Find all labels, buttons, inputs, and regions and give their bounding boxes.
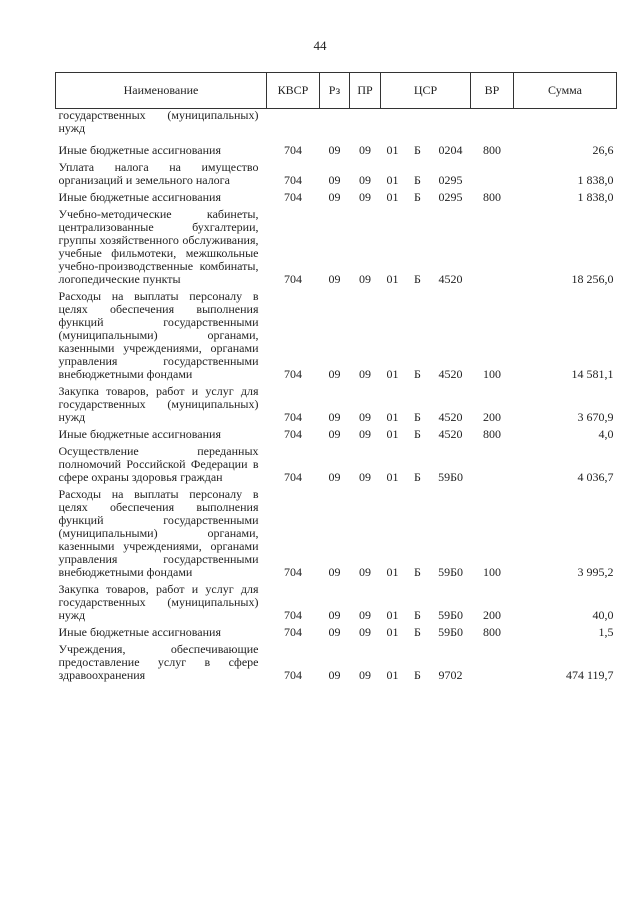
cell-name: Иные бюджетные ассигнования (58, 427, 221, 441)
cell-name: Закупка товаров, работ и услуг для государственных (муниципальных) нужд (58, 384, 259, 424)
cell-name: Учебно-методические кабинеты, централизованные бухгалтерии, группы хозяйственного обслуживания, учебные фильмотеки, межшкольные учебно-производственные комбинаты, логопедические пункты (58, 207, 259, 286)
cell-name: Осуществление переданных полномочий Российской Федерации в сфере охраны здоровья граждан (58, 444, 259, 484)
cell-csr-program: 01 (386, 668, 399, 682)
cell-csr-program: 01 (386, 173, 399, 187)
cell-rz: 09 (328, 625, 341, 639)
table-row (56, 626, 617, 643)
cell-csr-subprogram: Б (414, 367, 421, 381)
cell-sum: 3 670,9 (577, 410, 614, 424)
cell-sum: 26,6 (592, 143, 614, 157)
cell-csr-subprogram: Б (414, 668, 421, 682)
cell-csr-subprogram: Б (414, 625, 421, 639)
cell-csr-subprogram: Б (414, 608, 421, 622)
cell-kvsr: 704 (284, 668, 302, 682)
table-row (56, 488, 617, 583)
cell-rz: 09 (328, 565, 341, 579)
cell-rz: 09 (328, 470, 341, 484)
cell-rz: 09 (328, 410, 341, 424)
header-name: Наименование (56, 73, 267, 109)
cell-csr-program: 01 (386, 367, 399, 381)
budget-table (55, 72, 617, 686)
cell-sum: 1 838,0 (577, 173, 614, 187)
cell-rz: 09 (328, 143, 341, 157)
cell-kvsr: 704 (284, 367, 302, 381)
cell-vr: 800 (483, 625, 502, 639)
cell-vr (471, 109, 514, 145)
cell-pr: 09 (359, 608, 371, 622)
cell-kvsr: 704 (284, 173, 302, 187)
cell-vr: 200 (483, 608, 502, 622)
cell-csr-item: 0204 (438, 143, 463, 157)
table-row (56, 161, 617, 191)
cell-kvsr: 704 (284, 565, 302, 579)
cell-kvsr: 704 (284, 190, 302, 204)
cell-pr: 09 (359, 367, 371, 381)
cell-kvsr: 704 (284, 608, 302, 622)
cell-sum: 18 256,0 (571, 272, 614, 286)
cell-vr: 100 (483, 367, 502, 381)
cell-pr: 09 (359, 410, 371, 424)
cell-pr: 09 (359, 565, 371, 579)
cell-kvsr: 704 (284, 427, 302, 441)
cell-csr-item: 4520 (438, 410, 463, 424)
cell-rz: 09 (328, 427, 341, 441)
cell-csr-program: 01 (386, 470, 399, 484)
cell-vr: 800 (483, 427, 502, 441)
table-row (56, 144, 617, 161)
table-row (56, 445, 617, 488)
cell-name: Уплата налога на имущество организаций и земельного налога (58, 160, 259, 187)
cell-sum: 3 995,2 (577, 565, 614, 579)
cell-pr: 09 (359, 190, 371, 204)
cell-sum: 474 119,7 (565, 668, 614, 682)
cell-name: Закупка товаров, работ и услуг для государственных (муниципальных) нужд (58, 582, 259, 622)
cell-vr: 800 (483, 190, 502, 204)
cell-pr: 09 (359, 173, 371, 187)
header-csr: ЦСР (381, 73, 471, 109)
header-pr: ПР (350, 73, 381, 109)
cell-csr-program: 01 (386, 427, 399, 441)
cell-csr-item: 0295 (438, 173, 463, 187)
cell-pr: 09 (359, 668, 371, 682)
cell-sum: 1,5 (598, 625, 614, 639)
table-row (56, 290, 617, 385)
table-row (56, 109, 617, 145)
cell-csr-program: 01 (386, 190, 399, 204)
table-row (56, 643, 617, 686)
cell-csr-item: 9702 (438, 668, 463, 682)
cell-csr-item: 0295 (438, 190, 463, 204)
page-number: 44 (313, 38, 327, 53)
cell-csr-item: 59Б0 (438, 565, 463, 579)
cell-csr-item: 4520 (438, 427, 463, 441)
header-vr: ВР (471, 73, 514, 109)
cell-kvsr: 704 (284, 625, 302, 639)
cell-pr: 09 (359, 272, 371, 286)
cell-rz (320, 109, 350, 145)
cell-name: Учреждения, обеспечивающие предоставление услуг в сфере здравоохранения (58, 642, 259, 682)
cell-name: Иные бюджетные ассигнования (58, 625, 221, 639)
cell-rz: 09 (328, 173, 341, 187)
table-header (56, 73, 617, 109)
cell-csr-subprogram: Б (414, 272, 421, 286)
cell-csr-program: 01 (386, 272, 399, 286)
cell-rz: 09 (328, 272, 341, 286)
cell-csr-subprogram: Б (414, 565, 421, 579)
cell-csr-subprogram: Б (414, 427, 421, 441)
cell-csr-item: 59Б0 (438, 625, 463, 639)
cell-name: Иные бюджетные ассигнования (58, 190, 221, 204)
cell-kvsr (267, 109, 320, 145)
cell-name: Расходы на выплаты персоналу в целях обеспечения выполнения функций государственными (муниципальными) органами, казенными учреждениями, органами управления государственными внебюджетными фондами (58, 289, 259, 381)
cell-csr-program: 01 (386, 410, 399, 424)
cell-csr-subprogram: Б (414, 470, 421, 484)
cell-kvsr: 704 (284, 410, 302, 424)
cell-pr: 09 (359, 470, 371, 484)
cell-csr-item: 59Б0 (438, 470, 463, 484)
cell-rz: 09 (328, 608, 341, 622)
cell-csr-item (431, 109, 471, 145)
cell-rz: 09 (328, 190, 341, 204)
cell-pr: 09 (359, 625, 371, 639)
cell-vr: 800 (483, 143, 502, 157)
cell-pr: 09 (359, 143, 371, 157)
cell-csr-item: 59Б0 (438, 608, 463, 622)
cell-vr (471, 161, 514, 191)
cell-pr (350, 109, 381, 145)
cell-name: Расходы на выплаты персоналу в целях обеспечения выполнения функций государственными (муниципальными) органами, казенными учреждениями, органами управления государственными внебюджетными фондами (58, 487, 259, 579)
table-row (56, 191, 617, 208)
cell-rz: 09 (328, 367, 341, 381)
cell-csr-item: 4520 (438, 367, 463, 381)
table-row (56, 208, 617, 290)
cell-csr-subprogram: Б (414, 143, 421, 157)
cell-sum: 4,0 (598, 427, 614, 441)
cell-csr-subprogram: Б (414, 173, 421, 187)
table-row (56, 385, 617, 428)
cell-sum: 4 036,7 (577, 470, 614, 484)
cell-kvsr: 704 (284, 470, 302, 484)
cell-pr: 09 (359, 427, 371, 441)
cell-csr-program (381, 109, 405, 145)
cell-name: государственных (муниципальных) нужд (58, 108, 259, 135)
header-kvsr: КВСР (267, 73, 320, 109)
cell-vr (471, 643, 514, 686)
cell-kvsr: 704 (284, 272, 302, 286)
cell-csr-subprogram: Б (414, 190, 421, 204)
header-sum: Сумма (514, 73, 617, 109)
cell-vr (471, 208, 514, 290)
cell-csr-subprogram: Б (414, 410, 421, 424)
table-row (56, 583, 617, 626)
cell-csr-program: 01 (386, 608, 399, 622)
cell-rz: 09 (328, 668, 341, 682)
cell-sum: 40,0 (592, 608, 614, 622)
cell-csr-program: 01 (386, 143, 399, 157)
cell-csr-item: 4520 (438, 272, 463, 286)
cell-vr: 100 (483, 565, 502, 579)
cell-sum: 1 838,0 (577, 190, 614, 204)
cell-csr-subprogram (405, 109, 431, 145)
cell-vr: 200 (483, 410, 502, 424)
cell-sum (514, 109, 617, 145)
cell-name: Иные бюджетные ассигнования (58, 143, 221, 157)
cell-csr-program: 01 (386, 565, 399, 579)
cell-csr-program: 01 (386, 625, 399, 639)
cell-sum: 14 581,1 (571, 367, 614, 381)
header-rz: Рз (320, 73, 350, 109)
cell-kvsr: 704 (284, 143, 302, 157)
cell-vr (471, 445, 514, 488)
table-row (56, 428, 617, 445)
